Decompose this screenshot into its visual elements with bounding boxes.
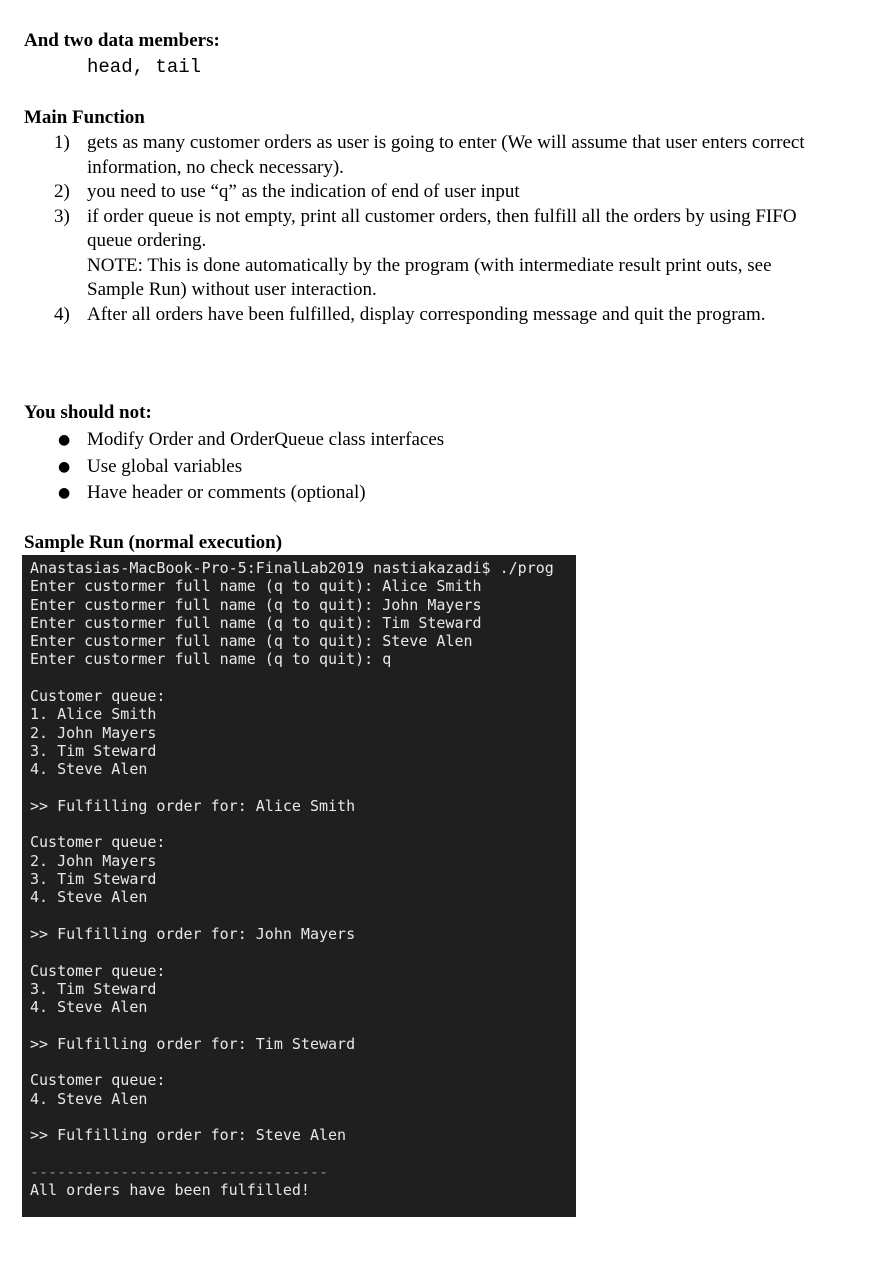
terminal-line: Anastasias-MacBook-Pro-5:FinalLab2019 nastiakazadi$ ./prog bbox=[30, 559, 554, 577]
data-members-heading: And two data members: bbox=[24, 30, 220, 51]
terminal-line: 4. Steve Alen bbox=[30, 888, 148, 907]
main-function-item bbox=[0, 303, 870, 328]
terminal-line: 2. John Mayers bbox=[30, 723, 157, 742]
item-text: After all orders have been fulfilled, display corresponding message and quit the program. bbox=[87, 303, 766, 325]
main-function-list bbox=[0, 131, 870, 327]
data-members-code: head, tail bbox=[87, 56, 202, 78]
item-number: 1) bbox=[54, 132, 70, 153]
terminal-line bbox=[30, 779, 554, 797]
terminal-line: --------------------------------- bbox=[30, 1162, 329, 1181]
item-text: Have header or comments (optional) bbox=[87, 482, 366, 503]
terminal-line: Enter custormer full name (q to quit): Alice Smith bbox=[30, 577, 482, 596]
terminal-line: Enter custormer full name (q to quit): John Mayers bbox=[30, 595, 482, 614]
terminal-line bbox=[30, 1016, 554, 1034]
terminal-line bbox=[30, 943, 554, 961]
main-function-item bbox=[0, 205, 870, 303]
terminal-line bbox=[30, 815, 554, 833]
terminal-line: Customer queue: bbox=[30, 833, 166, 852]
terminal-line bbox=[30, 1145, 554, 1163]
terminal-line: >> Fulfilling order for: Tim Steward bbox=[30, 1034, 356, 1053]
terminal-line: Enter custormer full name (q to quit): q bbox=[30, 650, 392, 669]
terminal-line: Enter custormer full name (q to quit): Tim Steward bbox=[30, 613, 482, 632]
terminal-line: Customer queue: bbox=[30, 961, 166, 980]
terminal-line: Customer queue: bbox=[30, 687, 166, 706]
bullet-icon: ● bbox=[58, 432, 71, 448]
terminal-line: Enter custormer full name (q to quit): Steve Alen bbox=[30, 632, 473, 651]
item-text: Use global variables bbox=[87, 455, 243, 477]
terminal-line: All orders have been fulfilled! bbox=[30, 1181, 310, 1200]
item-number: 2) bbox=[54, 181, 70, 202]
item-text: you need to use “q” as the indication of end of user input bbox=[87, 181, 520, 202]
terminal-line bbox=[30, 1108, 554, 1126]
item-number: 3) bbox=[54, 205, 70, 227]
terminal-line: 3. Tim Steward bbox=[30, 741, 157, 760]
bullet-icon: ● bbox=[58, 485, 71, 501]
terminal-line: 4. Steve Alen bbox=[30, 760, 148, 779]
bullet-icon: ● bbox=[58, 458, 71, 475]
terminal-line bbox=[30, 1053, 554, 1071]
terminal-line: >> Fulfilling order for: Alice Smith bbox=[30, 796, 356, 815]
terminal-line: >> Fulfilling order for: John Mayers bbox=[30, 924, 356, 943]
should-not-heading: You should not: bbox=[24, 402, 152, 423]
should-not-item bbox=[0, 481, 870, 506]
item-text: Modify Order and OrderQueue class interfaces bbox=[87, 429, 445, 450]
terminal-line bbox=[30, 907, 554, 925]
terminal-screenshot bbox=[22, 555, 576, 1217]
terminal-line: 4. Steve Alen bbox=[30, 998, 148, 1017]
terminal-line: 4. Steve Alen bbox=[30, 1089, 148, 1108]
item-note: NOTE: This is done automatically by the program (with intermediate result print outs, see Sample Run) without user interaction. bbox=[87, 254, 772, 300]
terminal-line: >> Fulfilling order for: Steve Alen bbox=[30, 1126, 347, 1145]
item-text: if order queue is not empty, print all customer orders, then fulfill all the orders by using FIFO queue ordering. bbox=[87, 205, 797, 251]
terminal-output bbox=[30, 559, 554, 1199]
terminal-line: 3. Tim Steward bbox=[30, 870, 157, 889]
should-not-item bbox=[0, 428, 870, 453]
main-function-heading: Main Function bbox=[24, 107, 145, 128]
terminal-line: 3. Tim Steward bbox=[30, 979, 157, 998]
terminal-line: 1. Alice Smith bbox=[30, 705, 157, 724]
item-number: 4) bbox=[54, 303, 70, 325]
main-function-item bbox=[0, 180, 870, 205]
should-not-list bbox=[0, 428, 870, 506]
should-not-item bbox=[0, 455, 870, 480]
main-function-item bbox=[0, 131, 870, 180]
sample-run-heading: Sample Run (normal execution) bbox=[24, 532, 283, 553]
terminal-line bbox=[30, 669, 554, 687]
item-text: gets as many customer orders as user is going to enter (We will assume that user enters correct information, no check necessary). bbox=[87, 132, 805, 178]
terminal-line: Customer queue: bbox=[30, 1071, 166, 1090]
terminal-line: 2. John Mayers bbox=[30, 851, 157, 870]
